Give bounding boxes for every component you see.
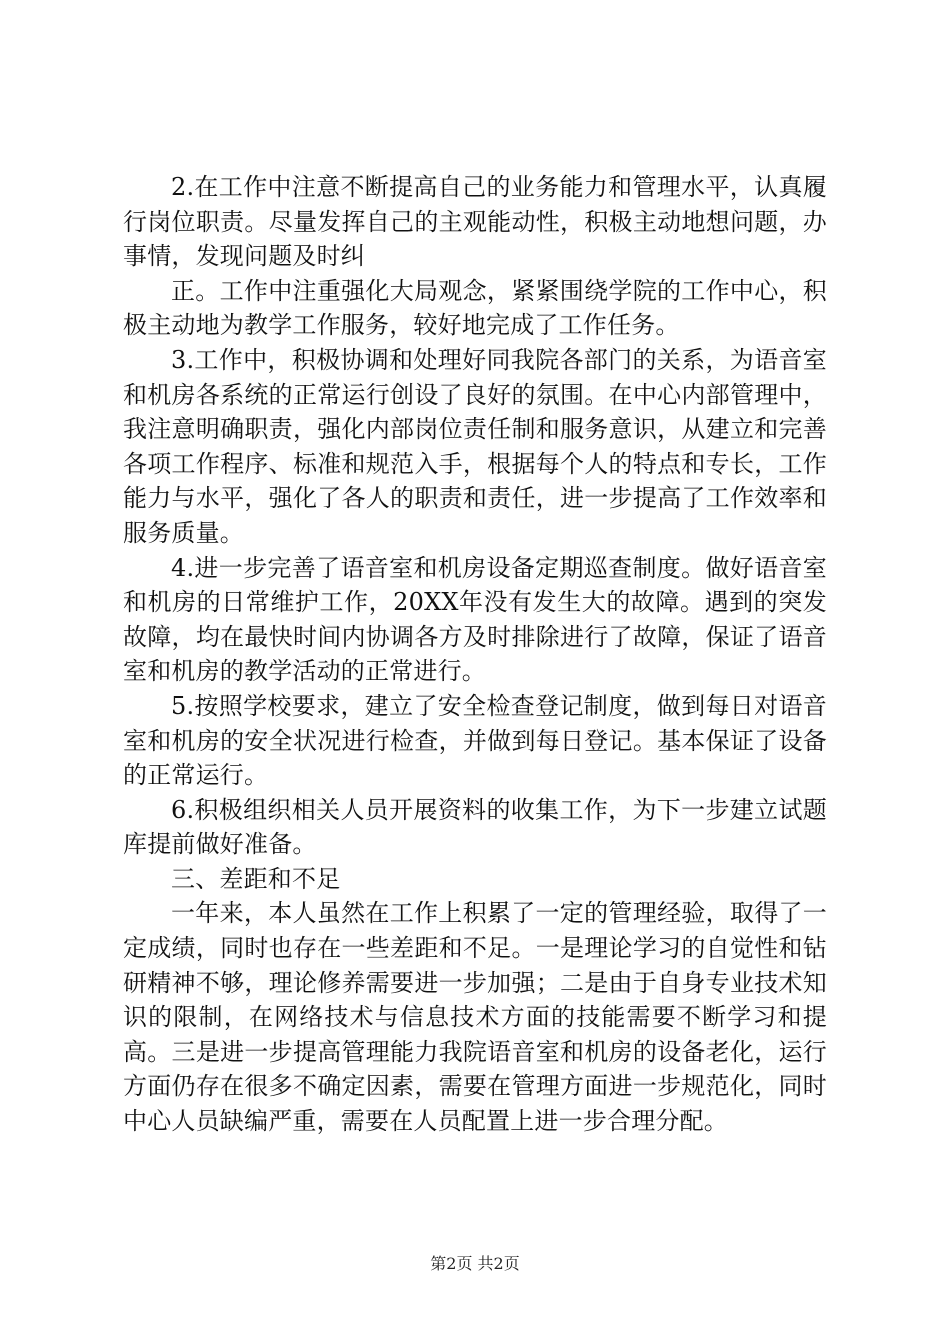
paragraph-item-4: 4.进一步完善了语音室和机房设备定期巡查制度。做好语音室和机房的日常维护工作，20XX年没有发生大的故障。遇到的突发故障，均在最快时间内协调各方及时排除进行了故障，保证了语音室和机房的教学活动的正常进行。 <box>123 553 827 686</box>
paragraph-item-3: 3.工作中，积极协调和处理好同我院各部门的关系，为语音室和机房各系统的正常运行创设了良好的氛围。在中心内部管理中，我注意明确职责，强化内部岗位责任制和服务意识，从建立和完善各项工作程序、标准和规范入手，根据每个人的特点和专长，工作能力与水平，强化了各人的职责和责任，进一步提高了工作效率和服务质量。 <box>123 345 827 547</box>
paragraph-item-6: 6.积极组织相关人员开展资料的收集工作，为下一步建立试题库提前做好准备。 <box>123 795 827 859</box>
paragraph-summary: 一年来，本人虽然在工作上积累了一定的管理经验，取得了一定成绩，同时也存在一些差距和不足。一是理论学习的自觉性和钻研精神不够，理论修养需要进一步加强；二是由于自身专业技术知识的限制，在网络技术与信息技术方面的技能需要不断学习和提高。三是进一步提高管理能力我院语音室和机房的设备老化，运行方面仍存在很多不确定因素，需要在管理方面进一步规范化，同时中心人员缺编严重，需要在人员配置上进一步合理分配。 <box>123 899 827 1136</box>
paragraph-item-5: 5.按照学校要求，建立了安全检查登记制度，做到每日对语音室和机房的安全状况进行检查，并做到每日登记。基本保证了设备的正常运行。 <box>123 691 827 790</box>
section-heading: 三、差距和不足 <box>171 864 341 893</box>
paragraph-item-2: 2.在工作中注意不断提高自己的业务能力和管理水平，认真履行岗位职责。尽量发挥自己的主观能动性，积极主动地想问题，办事情，发现问题及时纠 <box>123 173 827 271</box>
paragraph-item-2-continued: 正。工作中注重强化大局观念，紧紧围绕学院的工作中心，积极主动地为教学工作服务，较好地完成了工作任务。 <box>123 276 827 340</box>
page-footer: 第2页 共2页 <box>430 1254 520 1273</box>
document-body <box>123 170 827 1139</box>
